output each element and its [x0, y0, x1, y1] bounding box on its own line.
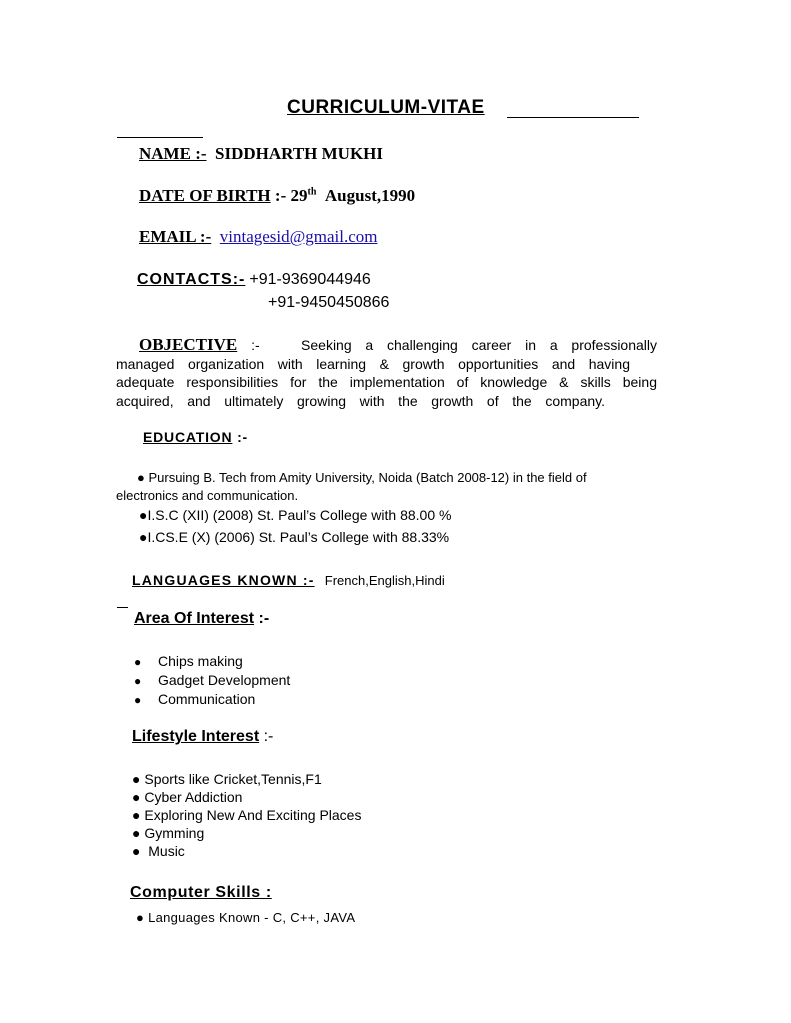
email-label: EMAIL :- — [139, 227, 212, 246]
lifestyle-interest-heading — [132, 728, 273, 746]
bullet-icon: ● — [132, 843, 141, 859]
computer-skills-heading — [130, 884, 272, 902]
computer-skills-label: Computer Skills : — [130, 884, 272, 901]
bullet-icon: ● — [134, 655, 142, 669]
divider-line — [117, 137, 203, 138]
list-item: ● Communication — [134, 691, 256, 707]
area-of-interest-label: Area Of Interest — [134, 610, 255, 627]
contact-phone-2: +91-9450450866 — [268, 294, 390, 311]
area-of-interest-heading — [134, 610, 269, 628]
document-title: CURRICULUM-VITAE — [287, 97, 485, 118]
objective-line-4: acquired, and ultimately growing with the growth of the company. — [116, 392, 605, 409]
bullet-icon: ● — [132, 771, 141, 787]
list-item: ● Chips making — [134, 653, 243, 669]
area-of-interest-separator: :- — [258, 610, 270, 627]
objective-line-3: adequate responsibilities for the implementation of knowledge & skills being — [116, 374, 657, 390]
languages-label: LANGUAGES KNOWN :- — [132, 572, 315, 588]
objective-label: OBJECTIVE — [139, 335, 238, 354]
objective-separator: :- — [251, 337, 260, 353]
bullet-icon: ● — [134, 693, 142, 707]
email-row — [139, 227, 378, 247]
bullet-icon: ● — [132, 789, 141, 805]
languages-row — [132, 572, 445, 588]
education-heading — [143, 429, 248, 445]
contact-phone-1: +91-9369044946 — [249, 271, 371, 288]
small-divider — [117, 607, 128, 608]
objective-line-1 — [116, 336, 657, 355]
bullet-icon: ● — [132, 807, 141, 823]
name-value: SIDDHARTH MUKHI — [215, 144, 384, 163]
education-separator: :- — [237, 429, 249, 445]
list-item: ● Music — [132, 843, 185, 859]
name-label: NAME :- — [139, 144, 207, 163]
objective-section — [116, 336, 657, 410]
dob-row — [139, 186, 415, 206]
education-item-1: ● Pursuing B. Tech from Amity University, Noida (Batch 2008-12) in the field of electronics and communication. — [116, 470, 587, 503]
list-item: ● Gadget Development — [134, 672, 291, 688]
title-underline — [507, 117, 639, 118]
lifestyle-interest-label: Lifestyle Interest — [132, 728, 260, 745]
email-link[interactable]: vintagesid@gmail.com — [219, 227, 378, 246]
dob-value: August,1990 — [324, 186, 416, 205]
list-item: ● Sports like Cricket,Tennis,F1 — [132, 771, 322, 787]
bullet-icon: ● — [134, 674, 142, 688]
list-item: ● Exploring New And Exciting Places — [132, 807, 362, 823]
bullet-icon: ● — [132, 825, 141, 841]
languages-value: French,English,Hindi — [324, 573, 445, 588]
dob-superscript: th — [307, 186, 317, 198]
list-item: ● Cyber Addiction — [132, 789, 243, 805]
objective-line-2: managed organization with learning & growth opportunities and having — [116, 355, 630, 372]
name-row — [139, 144, 383, 164]
education-label: EDUCATION — [143, 429, 233, 445]
computer-skills-item: ● Languages Known - C, C++, JAVA — [136, 910, 356, 925]
dob-label: DATE OF BIRTH — [139, 186, 271, 205]
list-item: ● Gymming — [132, 825, 205, 841]
contacts-label: CONTACTS:- — [137, 271, 246, 288]
education-item-2: ●I.S.C (XII) (2008) St. Paul’s College with 88.00 % — [139, 507, 452, 523]
objective-text-1: Seeking a challenging career in a professionally — [301, 337, 658, 353]
dob-separator: :- 29 — [274, 186, 308, 205]
education-item-3: ●I.CS.E (X) (2006) St. Paul’s College with 88.33% — [139, 529, 450, 545]
lifestyle-interest-separator: :- — [263, 728, 274, 745]
contacts-row — [137, 271, 371, 289]
